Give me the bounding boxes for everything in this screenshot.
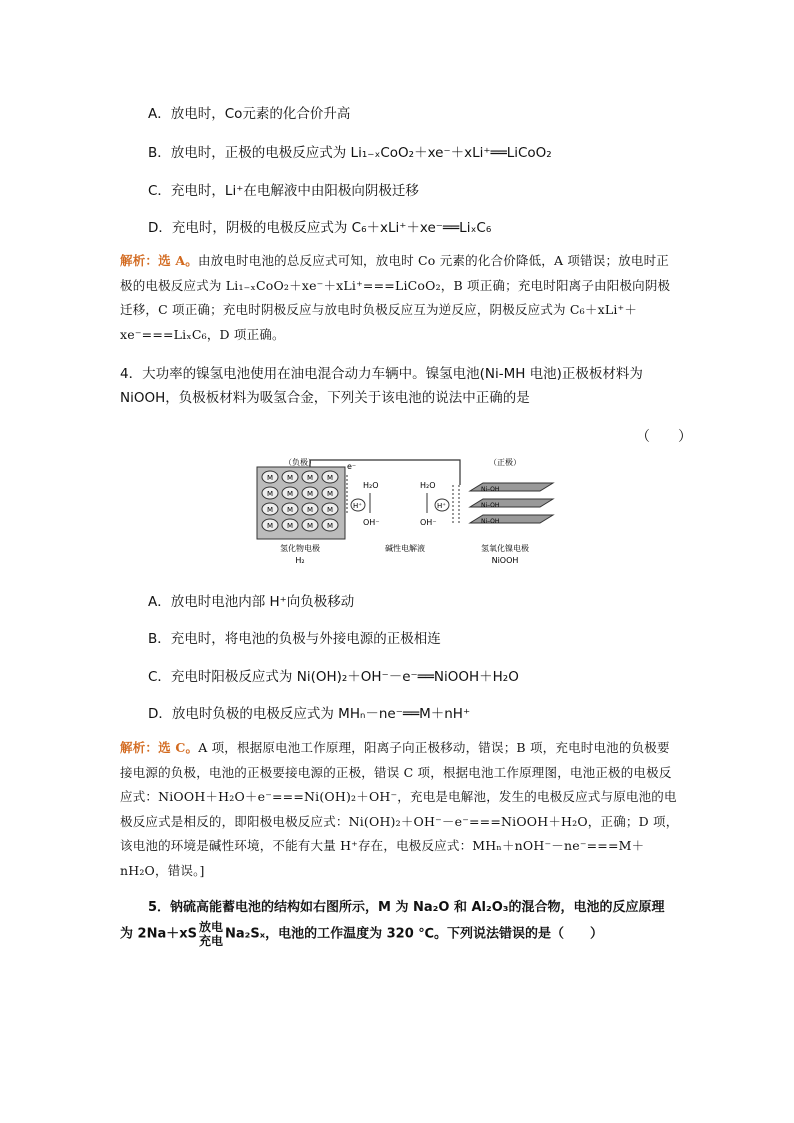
- q4-stem: 4．大功率的镍氢电池使用在油电混合动力车辆中。镍氢电池(Ni-MH 电池)正极板材料为 NiOOH，负极板材料为吸氢合金，下列关于该电池的说法中正确的是: [120, 366, 643, 406]
- q3-analysis-label: 解析：选 A。: [120, 253, 198, 268]
- metal-atom-label: M: [306, 474, 314, 482]
- q5-stem-line1: 5．钠硫高能蓄电池的结构如右图所示，M 为 Na₂O 和 Al₂O₃的混合物，电池的反应原理: [148, 900, 665, 915]
- q4-analysis-label: 解析：选 C。: [120, 740, 199, 755]
- oh-label-left: OH⁻: [363, 518, 380, 527]
- hplus-label-left: H⁺: [353, 502, 362, 510]
- metal-atom-label: M: [286, 474, 294, 482]
- h2o-label-right: H₂O: [420, 481, 436, 490]
- reaction-condition: [199, 920, 223, 948]
- q4-analysis-text: A 项，根据原电池工作原理，阳离子向正极移动，错误；B 项，充电时电池的负极要接电源的负极，电池的正极要接电源的正极，错误 C 项，根据电池工作原理图，电池正极的电极反应式：NiOOH＋H₂O＋e⁻===Ni(OH)₂＋OH⁻，充电是电解池，发生的电极反应式与原电池的电极反应式是相反的，即阳极电极反应式：Ni(OH)₂＋OH⁻－e⁻===NiOOH＋H₂O，正确；D 项，该电池的环境是碱性环境，不能有大量 H⁺存在，电极反应式：MHₙ＋nOH⁻－ne⁻===M＋nH₂O，错误。]: [120, 740, 679, 878]
- metal-atom-label: M: [286, 490, 294, 498]
- metal-atom-label: M: [266, 474, 274, 482]
- electron-label: e⁻: [347, 462, 357, 471]
- q3-option-c: C．充电时，Li⁺在电解液中由阳极向阴极迁移: [148, 183, 419, 199]
- h2o-label-left: H₂O: [363, 481, 379, 490]
- q4-option-b: B．充电时，将电池的负极与外接电源的正极相连: [148, 631, 441, 647]
- nickel-electrode-caption: 氢氧化镍电极: [481, 544, 529, 553]
- q4-option-d: D．放电时负极的电极反应式为 MHₙ－ne⁻══M＋nH⁺: [148, 706, 471, 722]
- q3-option-d: D．充电时，阴极的电极反应式为 C₆＋xLi⁺＋xe⁻══LiₓC₆: [148, 220, 492, 236]
- q3-option-b: B．放电时，正极的电极反应式为 Li₁₋ₓCoO₂＋xe⁻＋xLi⁺══LiCoO₂: [148, 145, 552, 161]
- metal-atom-label: M: [306, 490, 314, 498]
- metal-atom-label: M: [266, 506, 274, 514]
- q4-analysis: [120, 736, 680, 883]
- q3-option-a: A．放电时，Co元素的化合价升高: [148, 106, 351, 122]
- negative-electrode-label: （负极）: [284, 458, 316, 467]
- q5-stem-2a: 为 2Na＋xS: [120, 926, 197, 942]
- hplus-label-right: H⁺: [437, 502, 446, 510]
- reaction-over: 放电: [198, 920, 223, 934]
- q3-analysis: [120, 249, 680, 347]
- positive-electrode-label: （正极）: [489, 458, 521, 467]
- q4-answer-paren: （ ）: [636, 429, 692, 445]
- nickel-plate-label: Ni–OH: [481, 518, 500, 525]
- metal-atom-label: M: [266, 522, 274, 530]
- q4-option-c: C．充电时阳极反应式为 Ni(OH)₂＋OH⁻－e⁻══NiOOH＋H₂O: [148, 669, 519, 685]
- metal-atom-label: M: [326, 522, 334, 530]
- metal-atom-label: M: [286, 506, 294, 514]
- q3-analysis-text: 由放电时电池的总反应式可知，放电时 Co 元素的化合价降低，A 项错误；放电时正极的电极反应式为 Li₁₋ₓCoO₂＋xe⁻＋xLi⁺===LiCoO₂，B 项正确；充电时阳离子由阳极向阴极迁移，C 项正确；充电时阴极反应与放电时负极反应互为逆反应，阴极反应式为 C₆＋xLi⁺＋xe⁻===LiₓC₆，D 项正确。: [120, 253, 671, 342]
- q5-stem-2b: Na₂Sₓ，电池的工作温度为 320 ℃。下列说法错误的是（ ）: [225, 926, 604, 942]
- battery-diagram: [255, 455, 555, 570]
- metal-atom-label: M: [286, 522, 294, 530]
- nickel-plate-label: Ni–OH: [481, 502, 500, 509]
- hydride-electrode-caption: 氢化物电极: [280, 544, 320, 553]
- nickel-electrode-caption-2: NiOOH: [491, 556, 519, 565]
- electrolyte-caption: 碱性电解液: [385, 544, 425, 553]
- metal-atom-label: M: [266, 490, 274, 498]
- metal-atom-label: M: [326, 474, 334, 482]
- oh-label-right: OH⁻: [420, 518, 437, 527]
- metal-atom-label: M: [306, 522, 314, 530]
- q5-stem-line2: [120, 920, 603, 948]
- hydride-electrode-caption-2: H₂: [295, 556, 305, 565]
- q4-option-a: A．放电时电池内部 H⁺向负极移动: [148, 594, 355, 610]
- reaction-under: 充电: [198, 934, 223, 948]
- metal-atom-label: M: [326, 490, 334, 498]
- metal-atom-label: M: [326, 506, 334, 514]
- metal-atom-label: M: [306, 506, 314, 514]
- nickel-plate-label: Ni–OH: [481, 486, 500, 493]
- nickel-plates: [470, 483, 553, 525]
